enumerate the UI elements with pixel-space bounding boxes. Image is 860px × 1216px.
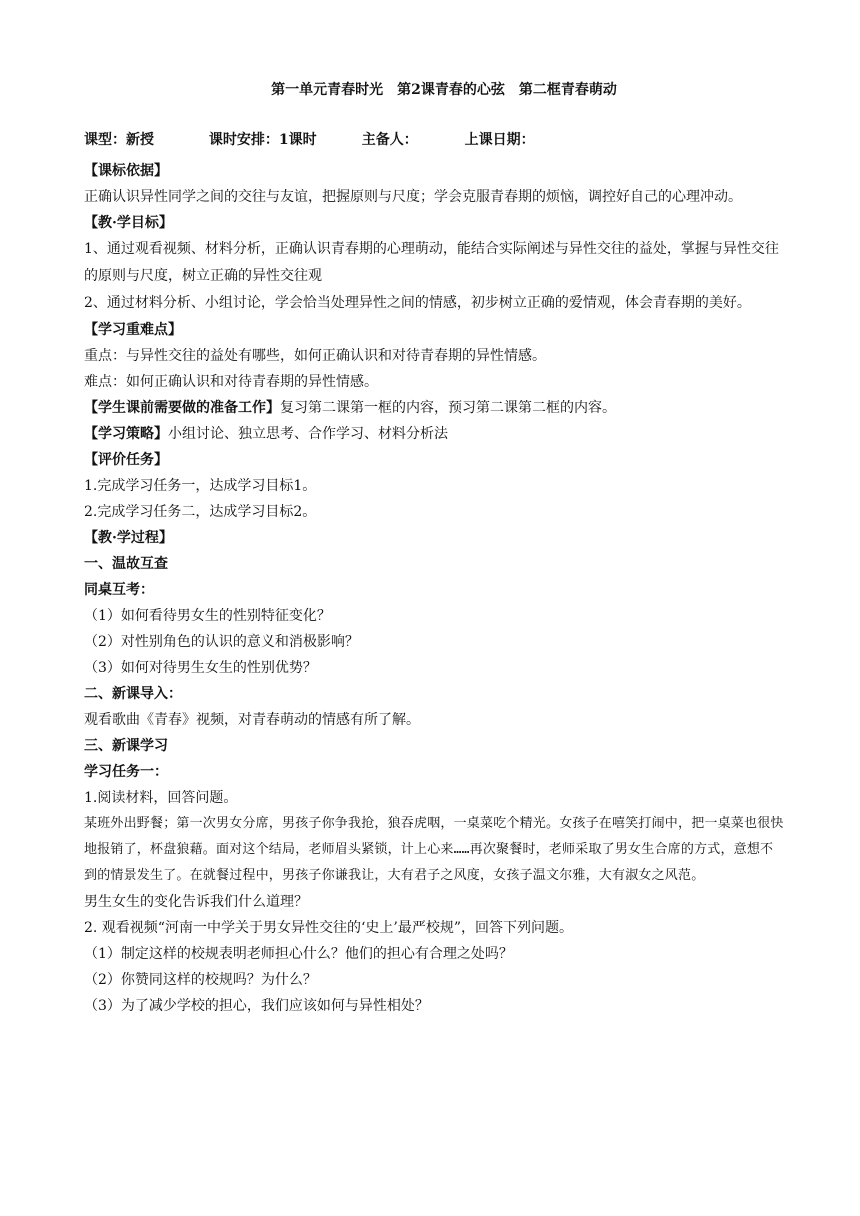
intro-text: 观看歌曲《青春》视频，对青春萌动的情感有所了解。 (84, 712, 420, 728)
strategy-text: 小组讨论、独立思考、合作学习、材料分析法 (168, 426, 448, 442)
page-title: 第一单元青春时光 第2课青春的心弦 第二框青春萌动 (271, 82, 617, 98)
process-heading: 【教·学过程】 (84, 530, 173, 546)
goal-1: 1、通过观看视频、材料分析，正确认识青春期的心理萌动，能结合实际阐述与异性交往的益处，掌握与异性交往的原则与尺度，树立正确的异性交往观 (84, 241, 779, 284)
lesson-preparer: 主备人： (361, 132, 418, 148)
goals-heading: 【教·学目标】 (84, 215, 173, 231)
standard-heading: 【课标依据】 (84, 163, 168, 179)
video-question-1: （1）制定这样的校规表明老师担心什么？他们的担心有合理之处吗？ (84, 946, 513, 962)
read-instruction: 1.阅读材料，回答问题。 (84, 790, 238, 806)
strategy-line (84, 421, 784, 447)
review-question-2: （2）对性别角色的认识的意义和消极影响？ (84, 634, 359, 650)
key-point: 重点：与异性交往的益处有哪些，如何正确认识和对待青春期的异性情感。 (84, 348, 546, 364)
task-1-heading: 学习任务一： (84, 764, 168, 780)
evaluation-heading: 【评价任务】 (84, 452, 168, 468)
review-heading: 一、温故互查 (84, 556, 168, 572)
video-question-3: （3）为了减少学校的担心，我们应该如何与异性相处？ (84, 998, 429, 1014)
review-question-3: （3）如何对待男生女生的性别优势？ (84, 660, 317, 676)
goal-2: 2、通过材料分析、小组讨论，学会恰当处理异性之间的情感，初步树立正确的爱情观，体会青春期的美好。 (84, 295, 751, 311)
key-points-heading: 【学习重难点】 (84, 322, 182, 338)
preparation-text: 复习第二课第一框的内容，预习第二课第二框的内容。 (280, 400, 616, 416)
reading-material: 某班外出野餐；第一次男女分席，男孩子你争我抢，狼吞虎咽，一桌菜吃个精光。女孩子在嘻笑打闹中，把一桌菜也很快地报销了，杯盘狼藉。面对这个结局，老师眉头紧锁，计上心来……再次聚餐时，老师采取了男女生合席的方式，意想不到的情景发生了。在就餐过程中，男孩子你谦我让，大有君子之风度，女孩子温文尔雅，大有淑女之风范。 (84, 816, 784, 883)
strategy-heading: 【学习策略】 (84, 426, 168, 442)
standard-text: 正确认识异性同学之间的交往与友谊，把握原则与尺度；学会克服青春期的烦恼，调控好自己的心理冲动。 (84, 189, 742, 205)
difficult-point: 难点：如何正确认识和对待青春期的异性情感。 (84, 374, 378, 390)
evaluation-1: 1.完成学习任务一，达成学习目标1。 (84, 478, 317, 494)
new-lesson-heading: 三、新课学习 (84, 738, 168, 754)
preparation-line (84, 395, 784, 421)
lesson-hours: 课时安排：1课时 (208, 132, 317, 148)
peer-quiz-heading: 同桌互考： (84, 582, 154, 598)
review-question-1: （1）如何看待男女生的性别特征变化？ (84, 608, 331, 624)
lesson-meta (84, 130, 784, 150)
document-body (84, 80, 784, 1019)
evaluation-2: 2.完成学习任务二，达成学习目标2。 (84, 504, 317, 520)
lesson-type: 课型：新授 (84, 132, 154, 148)
preparation-heading: 【学生课前需要做的准备工作】 (84, 400, 280, 416)
video-instruction: 2. 观看视频“河南一中学关于男女异性交往的‘史上’最严校规”，回答下列问题。 (84, 920, 574, 936)
video-question-2: （2）你赞同这样的校规吗？为什么？ (84, 972, 317, 988)
lesson-date: 上课日期： (464, 132, 535, 148)
material-question: 男生女生的变化告诉我们什么道理？ (84, 894, 308, 910)
intro-heading: 二、新课导入： (84, 686, 182, 702)
